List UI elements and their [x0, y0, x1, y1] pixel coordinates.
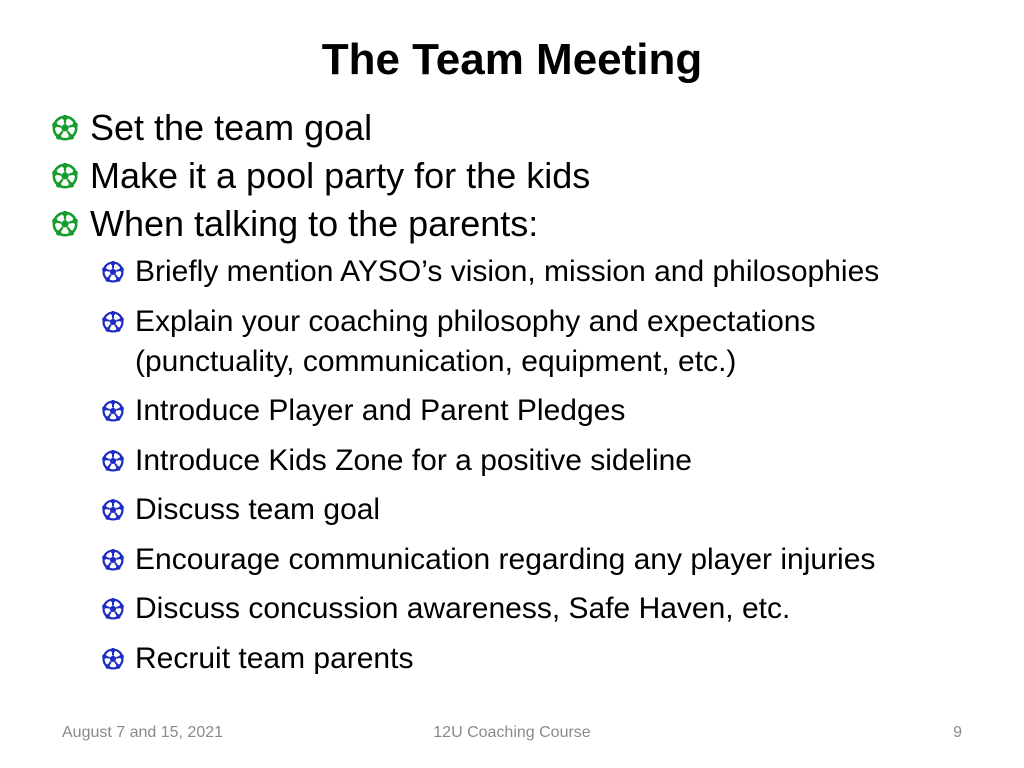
secondary-bullet-text: Encourage communication regarding any player injuries: [135, 542, 876, 576]
footer-course: 12U Coaching Course: [433, 724, 591, 741]
primary-bullet-text: Set the team goal: [90, 107, 373, 148]
secondary-bullet-text: Discuss concussion awareness, Safe Haven, etc.: [135, 592, 791, 625]
secondary-bullet-text: Explain your coaching philosophy and expectations (punctuality, communication, equipment, etc.): [135, 304, 816, 378]
soccer-ball-icon: [52, 104, 82, 152]
secondary-bullet: [102, 589, 1002, 629]
primary-bullet-list: [52, 104, 1002, 248]
slide-title: The Team Meeting: [321, 35, 703, 84]
soccer-ball-icon: [102, 639, 128, 679]
primary-bullet: [52, 104, 1002, 152]
soccer-ball-icon: [102, 391, 128, 431]
secondary-bullet: [102, 391, 1002, 431]
page-number: 9: [953, 724, 962, 741]
secondary-bullet: [102, 302, 1002, 382]
secondary-bullet: [102, 540, 1002, 580]
secondary-bullet: [102, 252, 1002, 292]
primary-bullet: [52, 152, 1002, 200]
soccer-ball-icon: [102, 252, 128, 292]
primary-bullet: [52, 200, 1002, 248]
soccer-ball-icon: [102, 490, 128, 530]
soccer-ball-icon: [52, 200, 82, 248]
secondary-bullet-list: [102, 252, 1002, 688]
soccer-ball-icon: [102, 302, 128, 342]
footer-date: August 7 and 15, 2021: [62, 724, 224, 741]
soccer-ball-icon: [102, 589, 128, 629]
secondary-bullet: [102, 441, 1002, 481]
secondary-bullet-text: Briefly mention AYSO’s vision, mission and philosophies: [135, 255, 880, 288]
primary-bullet-text: Make it a pool party for the kids: [90, 155, 591, 196]
secondary-bullet-text: Introduce Player and Parent Pledges: [135, 394, 626, 427]
secondary-bullet: [102, 639, 1002, 679]
secondary-bullet: [102, 490, 1002, 530]
secondary-bullet-text: Discuss team goal: [135, 493, 381, 526]
primary-bullet-text: When talking to the parents:: [90, 203, 539, 244]
secondary-bullet-text: Recruit team parents: [135, 641, 414, 675]
soccer-ball-icon: [102, 441, 128, 481]
secondary-bullet-text: Introduce Kids Zone for a positive sideline: [135, 443, 692, 477]
soccer-ball-icon: [52, 152, 82, 200]
soccer-ball-icon: [102, 540, 128, 580]
